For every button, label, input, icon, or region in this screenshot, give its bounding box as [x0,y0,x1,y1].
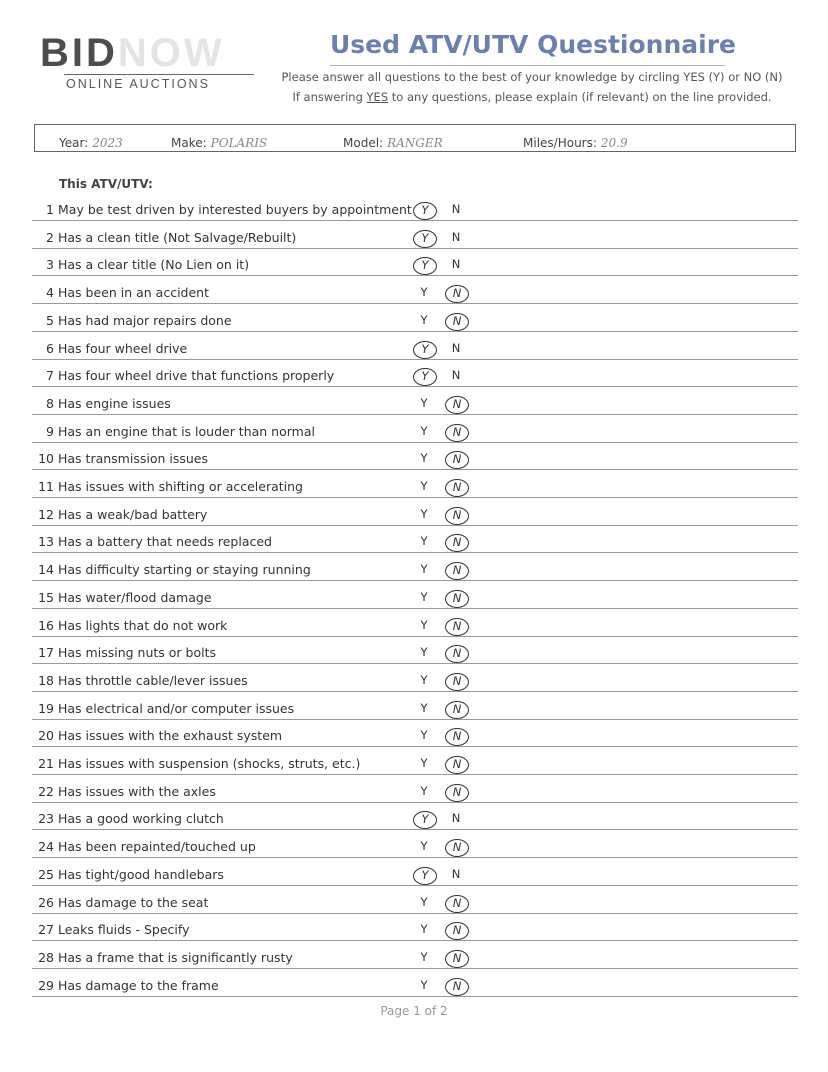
answer-no-option[interactable]: N [445,784,469,802]
answer-no-option[interactable]: N [445,424,469,442]
answer-yes-option[interactable]: Y [420,479,428,493]
answer-no-option[interactable]: N [445,507,469,525]
question-number: 5 [46,312,54,328]
answer-no-option[interactable]: N [451,229,461,244]
answer-yes-option[interactable]: Y [413,202,437,220]
answer-no-option[interactable]: N [445,396,469,414]
question-underline [32,386,798,387]
question-row [32,393,798,415]
answer-no-option[interactable]: N [445,618,469,636]
question-underline [32,248,798,249]
miles-hours-label: Miles/Hours: [523,136,597,150]
question-text: Has electrical and/or computer issues [58,700,295,716]
question-underline [32,913,798,914]
answer-no-option[interactable]: N [451,257,461,272]
question-number: 11 [38,479,54,494]
question-text: Has a frame that is significantly rusty [58,949,293,965]
question-underline [32,580,798,581]
question-underline [32,885,798,886]
answer-yes-option[interactable]: Y [420,589,428,604]
answer-yes-option[interactable]: Y [420,672,428,687]
logo-tagline: ONLINE AUCTIONS [66,77,210,91]
question-underline [32,552,798,553]
question-underline [32,608,798,609]
answer-yes-option[interactable]: Y [420,949,428,964]
question-row [32,421,798,443]
question-underline [32,829,798,830]
question-underline [32,525,798,526]
question-row [32,199,798,221]
year-value: 2023 [92,136,123,150]
question-row [32,448,798,470]
question-row [32,476,798,498]
answer-yes-option[interactable]: Y [420,562,428,577]
answer-no-option[interactable]: N [451,368,461,383]
question-text: Has damage to the frame [58,977,219,993]
vehicle-info-box [34,124,796,152]
question-text: Has issues with shifting or accelerating [58,479,303,494]
answer-no-option[interactable]: N [445,451,469,469]
question-row [32,531,798,553]
question-number: 28 [38,949,54,965]
answer-no-option[interactable]: N [451,340,461,355]
answer-no-option[interactable]: N [445,701,469,719]
question-row [32,587,798,609]
answer-no-option[interactable]: N [451,866,461,881]
question-underline [32,746,798,747]
answer-yes-option[interactable]: Y [420,312,428,327]
question-underline [32,691,798,692]
question-number: 23 [38,811,54,827]
instructions-yes-emphasis: YES [366,90,389,104]
question-underline [32,940,798,941]
question-number: 19 [38,700,54,716]
question-number: 22 [38,783,54,799]
question-text: Has four wheel drive [58,340,188,356]
question-text: Has had major repairs done [58,312,232,328]
question-number: 18 [38,672,54,688]
year-field [59,136,123,150]
answer-yes-option[interactable]: Y [413,368,437,386]
question-underline [32,636,798,637]
page-title: Used ATV/UTV Questionnaire [330,30,736,59]
question-underline [32,359,798,360]
miles-hours-field [523,136,628,150]
answer-no-option[interactable]: N [445,313,469,331]
logo-bid: BID [40,31,118,75]
answer-yes-option[interactable]: Y [413,867,437,885]
question-underline [32,663,798,664]
question-row [32,781,798,803]
make-value: POLARIS [210,136,268,150]
question-text: Has engine issues [58,395,171,411]
answer-no-option[interactable]: N [445,895,469,913]
question-text: Has tight/good handlebars [58,866,224,882]
answer-yes-option[interactable]: Y [420,783,428,798]
title-underline [330,65,725,66]
question-row [32,919,798,941]
answer-yes-option[interactable]: Y [420,700,428,715]
answer-yes-option[interactable]: Y [420,285,428,300]
answer-yes-option[interactable]: Y [420,423,428,438]
question-row [32,725,798,747]
page-footer: Page 1 of 2 [380,1004,448,1018]
answer-no-option[interactable]: N [451,202,461,216]
question-number: 24 [38,839,54,855]
question-text: Has issues with the exhaust system [58,728,283,744]
answer-yes-option[interactable]: Y [420,395,428,410]
question-underline [32,414,798,415]
question-row [32,836,798,858]
question-underline [32,275,798,276]
answer-no-option[interactable]: N [445,645,469,663]
question-text: May be test driven by interested buyers by appointment [58,202,412,217]
question-underline [32,857,798,858]
question-text: Has an engine that is louder than normal [58,423,315,439]
question-number: 1 [46,202,54,217]
question-text: Has a battery that needs replaced [58,534,272,550]
question-text: Has been in an accident [58,285,210,301]
question-row [32,975,798,997]
bidnow-logo [40,33,255,91]
answer-no-option[interactable]: N [445,950,469,968]
answer-no-option[interactable]: N [445,922,469,940]
question-underline [32,774,798,775]
question-text: Has a good working clutch [58,811,224,827]
question-number: 8 [46,395,54,411]
make-label: Make: [171,136,207,150]
answer-yes-option[interactable]: Y [420,451,428,466]
question-text: Has a clear title (No Lien on it) [58,257,250,273]
logo-now: NOW [117,31,225,75]
question-underline [32,497,798,498]
question-number: 4 [46,285,54,301]
answer-no-option[interactable]: N [445,978,469,996]
answer-yes-option[interactable]: Y [420,839,428,854]
question-text: Has difficulty starting or staying running [58,562,311,578]
question-row [32,808,798,830]
question-number: 27 [38,922,54,938]
answer-yes-option[interactable]: Y [420,756,428,770]
answer-no-option[interactable]: N [445,590,469,608]
answer-no-option[interactable]: N [445,534,469,552]
question-underline [32,303,798,304]
question-text: Has four wheel drive that functions properly [58,368,335,384]
answer-yes-option[interactable]: Y [420,922,428,937]
instructions-line-2 [262,90,802,104]
question-row [32,698,798,720]
answer-no-option[interactable]: N [445,479,469,497]
question-text: Has a clean title (Not Salvage/Rebuilt) [58,229,297,245]
answer-no-option[interactable]: N [451,811,461,826]
logo-wordmark [40,33,255,73]
question-text: Has issues with the axles [58,783,216,799]
question-row [32,227,798,249]
instructions-line-2-before: If answering [292,90,367,104]
question-number: 7 [46,368,54,384]
question-number: 13 [38,534,54,550]
section-title: This ATV/UTV: [59,177,153,191]
answer-no-option[interactable]: N [445,839,469,857]
answer-yes-option[interactable]: Y [420,894,428,909]
question-underline [32,996,798,997]
make-field [171,136,267,150]
model-label: Model: [343,136,384,150]
question-number: 2 [46,229,54,245]
answer-no-option[interactable]: N [445,673,469,691]
question-underline [32,719,798,720]
question-number: 20 [38,728,54,744]
answer-yes-option[interactable]: Y [413,257,437,275]
question-number: 10 [38,451,54,467]
question-number: 14 [38,562,54,578]
question-row [32,559,798,581]
question-number: 9 [46,423,54,439]
question-row [32,615,798,637]
question-row [32,338,798,360]
answer-no-option[interactable]: N [445,285,469,303]
model-field [343,136,443,150]
question-underline [32,968,798,969]
question-underline [32,802,798,803]
question-number: 29 [38,977,54,993]
question-number: 26 [38,894,54,910]
question-underline [32,469,798,470]
answer-yes-option[interactable]: Y [413,230,437,248]
question-text: Has a weak/bad battery [58,506,208,522]
question-number: 17 [38,645,54,661]
answer-yes-option[interactable]: Y [420,534,428,549]
question-row [32,254,798,276]
question-row [32,753,798,775]
question-row [32,892,798,914]
question-row [32,282,798,304]
answer-no-option[interactable]: N [445,562,469,580]
question-underline [32,220,798,221]
question-row [32,864,798,886]
question-number: 3 [46,257,54,273]
answer-yes-option[interactable]: Y [420,617,428,632]
question-text: Has damage to the seat [58,894,209,910]
model-value: RANGER [387,136,443,150]
year-label: Year: [59,136,89,150]
question-underline [32,442,798,443]
question-number: 16 [38,617,54,633]
question-text: Has issues with suspension (shocks, struts, etc.) [58,756,361,771]
question-row [32,642,798,664]
answer-yes-option[interactable]: Y [420,645,428,660]
question-number: 25 [38,866,54,882]
question-text: Leaks fluids - Specify [58,922,190,938]
answer-yes-option[interactable]: Y [420,977,428,992]
question-row [32,365,798,387]
answer-yes-option[interactable]: Y [413,341,437,359]
question-text: Has lights that do not work [58,617,228,633]
question-row [32,670,798,692]
answer-no-option[interactable]: N [445,756,469,774]
question-underline [32,331,798,332]
answer-no-option[interactable]: N [445,728,469,746]
instructions-line-2-after: to any questions, please explain (if relevant) on the line provided. [388,90,772,104]
question-row [32,310,798,332]
miles-hours-value: 20.9 [600,136,628,150]
question-number: 6 [46,340,54,356]
question-text: Has water/flood damage [58,589,212,605]
question-text: Has transmission issues [58,451,208,467]
question-text: Has missing nuts or bolts [58,645,216,661]
answer-yes-option[interactable]: Y [420,728,428,743]
instructions-line-1: Please answer all questions to the best of your knowledge by circling YES (Y) or NO (N) [281,70,783,84]
question-text: Has been repainted/touched up [58,839,256,855]
question-number: 15 [38,589,54,605]
question-number: 12 [38,506,54,522]
answer-yes-option[interactable]: Y [420,506,428,521]
question-row [32,947,798,969]
question-number: 21 [38,756,54,771]
question-text: Has throttle cable/lever issues [58,672,248,688]
answer-yes-option[interactable]: Y [413,811,437,829]
question-row [32,504,798,526]
